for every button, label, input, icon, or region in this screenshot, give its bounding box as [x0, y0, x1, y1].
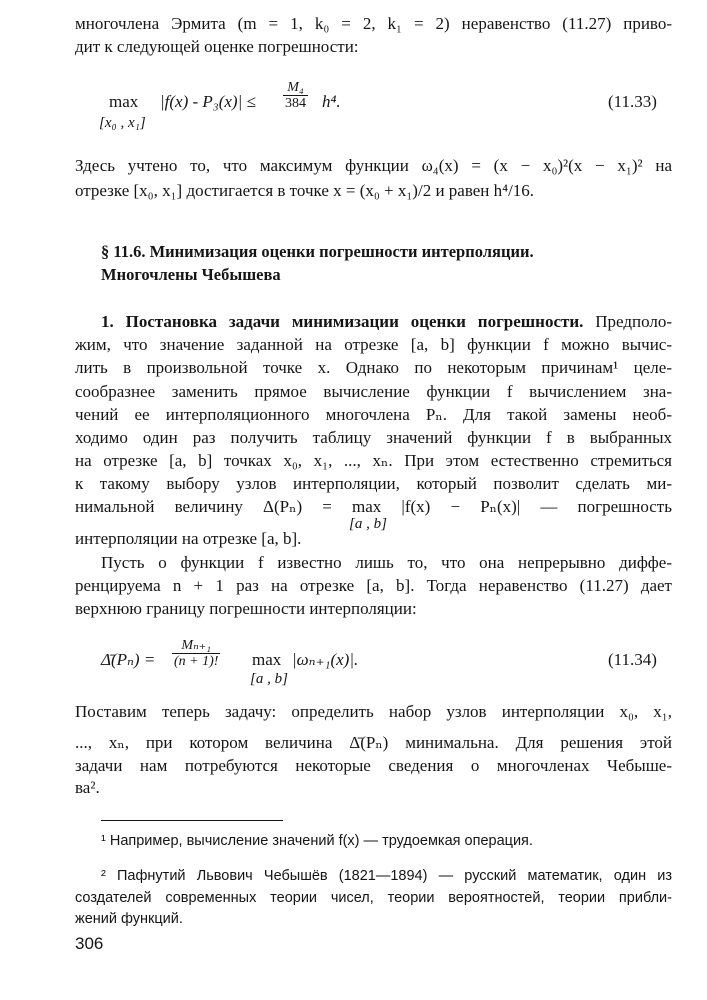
eq-1133-number: (11.33)	[608, 92, 657, 111]
para2-line-2: ренцируема n + 1 раз на отрезке [a, b]. Тогда неравенство (11.27) дает	[75, 576, 672, 595]
para3-line-1: Поставим теперь задачу: определить набор узлов интерполяции x₀, x₁,	[75, 702, 672, 721]
intro-line-1: многочлена Эрмита (m = 1, k₀ = 2, k₁ = 2) неравенство (11.27) приво-	[75, 14, 672, 33]
para2-line-3: верхнюю границу погрешности интерполяции:	[75, 599, 417, 618]
para1-max-interval: [a , b]	[349, 516, 387, 532]
eq-1133-lhs: |f(x) - P₃(x)| ≤	[160, 92, 256, 111]
para3-line-2: ..., xₙ, при котором величина Δ̄(Pₙ) минимальна. Для решения этой	[75, 733, 672, 752]
section-heading-line-2: Многочлены Чебышева	[101, 265, 281, 284]
eq-1134-interval: [a , b]	[250, 671, 288, 687]
eq-1133-max: max	[109, 92, 139, 111]
eq-1133-denominator: 384	[285, 96, 306, 111]
eq-1134-numerator: Mₙ₊₁	[172, 638, 220, 654]
eq-1134-denominator: (n + 1)!	[174, 654, 219, 669]
eq-1133-rhs: h⁴.	[322, 92, 341, 111]
eq-1134-number: (11.34)	[608, 650, 657, 669]
para1-line-2: жим, что значение заданной на отрезке [a, b] функции f можно вычис-	[75, 335, 672, 354]
page-number: 306	[75, 934, 104, 953]
footnote-2-line-3: жений функций.	[75, 911, 183, 927]
para1-line-5: чений ее интерполяционного многочлена Pₙ. Для такой замены необ-	[75, 405, 672, 424]
eq-1134-fraction	[172, 638, 220, 669]
eq-1134-max: max	[252, 650, 282, 669]
para1-line-6: ходимо один раз получить таблицу значений функции f в выбранных	[75, 428, 672, 447]
eq-1134-rhs: |ωₙ₊₁(x)|.	[292, 650, 359, 669]
intro-line-2: дит к следующей оценке погрешности:	[75, 37, 359, 56]
footnote-2-line-1: ² Пафнутий Львович Чебышёв (1821—1894) — русский математик, один из	[101, 868, 672, 884]
note-line-2: отрезке [x₀, x₁] достигается в точке x = (x₀ + x₁)/2 и равен h⁴/16.	[75, 181, 535, 200]
para1-line-4: сообразнее заменить прямое вычисление функции f вычислением зна-	[75, 382, 672, 401]
eq-1133-interval: [x₀ , x₁]	[99, 115, 146, 131]
para2-line-1: Пусть о функции f известно лишь то, что она непрерывно диффе-	[101, 553, 672, 572]
para1-line-1	[101, 312, 672, 332]
section-heading-line-1: § 11.6. Минимизация оценки погрешности интерполяции.	[101, 242, 534, 261]
footnote-rule	[101, 820, 283, 821]
para3-line-3: задачи нам потребуются некоторые сведения о многочленах Чебыше-	[75, 756, 672, 775]
footnote-2-line-2: создателей современных теории чисел, теории вероятностей, теории прибли-	[75, 890, 672, 906]
para1-line-8: к такому выбору узлов интерполяции, который позволит сделать ми-	[75, 474, 672, 493]
footnote-1: ¹ Например, вычисление значений f(x) — трудоемкая операция.	[101, 833, 533, 849]
eq-1133-numerator: M₄	[283, 80, 308, 96]
para1-line-9: нимальной величину Δ(Pₙ) = max |f(x) − Pₙ(x)| — погрешность	[75, 497, 672, 516]
para3-line-4: ва².	[75, 778, 100, 797]
eq-1133-fraction	[283, 80, 308, 111]
para1-line-10: интерполяции на отрезке [a, b].	[75, 529, 302, 548]
para1-line-1-rest: Предполо-	[595, 312, 672, 331]
subsection-title: 1. Постановка задачи минимизации оценки погрешности.	[101, 312, 584, 331]
para1-line-3: лить в произвольной точке x. Однако по некоторым причинам¹ целе-	[75, 358, 672, 377]
note-line-1: Здесь учтено то, что максимум функции ω₄(x) = (x − x₀)²(x − x₁)² на	[75, 156, 672, 175]
para1-line-7: на отрезке [a, b] точках x₀, x₁, ..., xₙ. При этом естественно стремиться	[75, 451, 672, 470]
eq-1134-lhs: Δ̄(Pₙ) =	[101, 650, 156, 669]
